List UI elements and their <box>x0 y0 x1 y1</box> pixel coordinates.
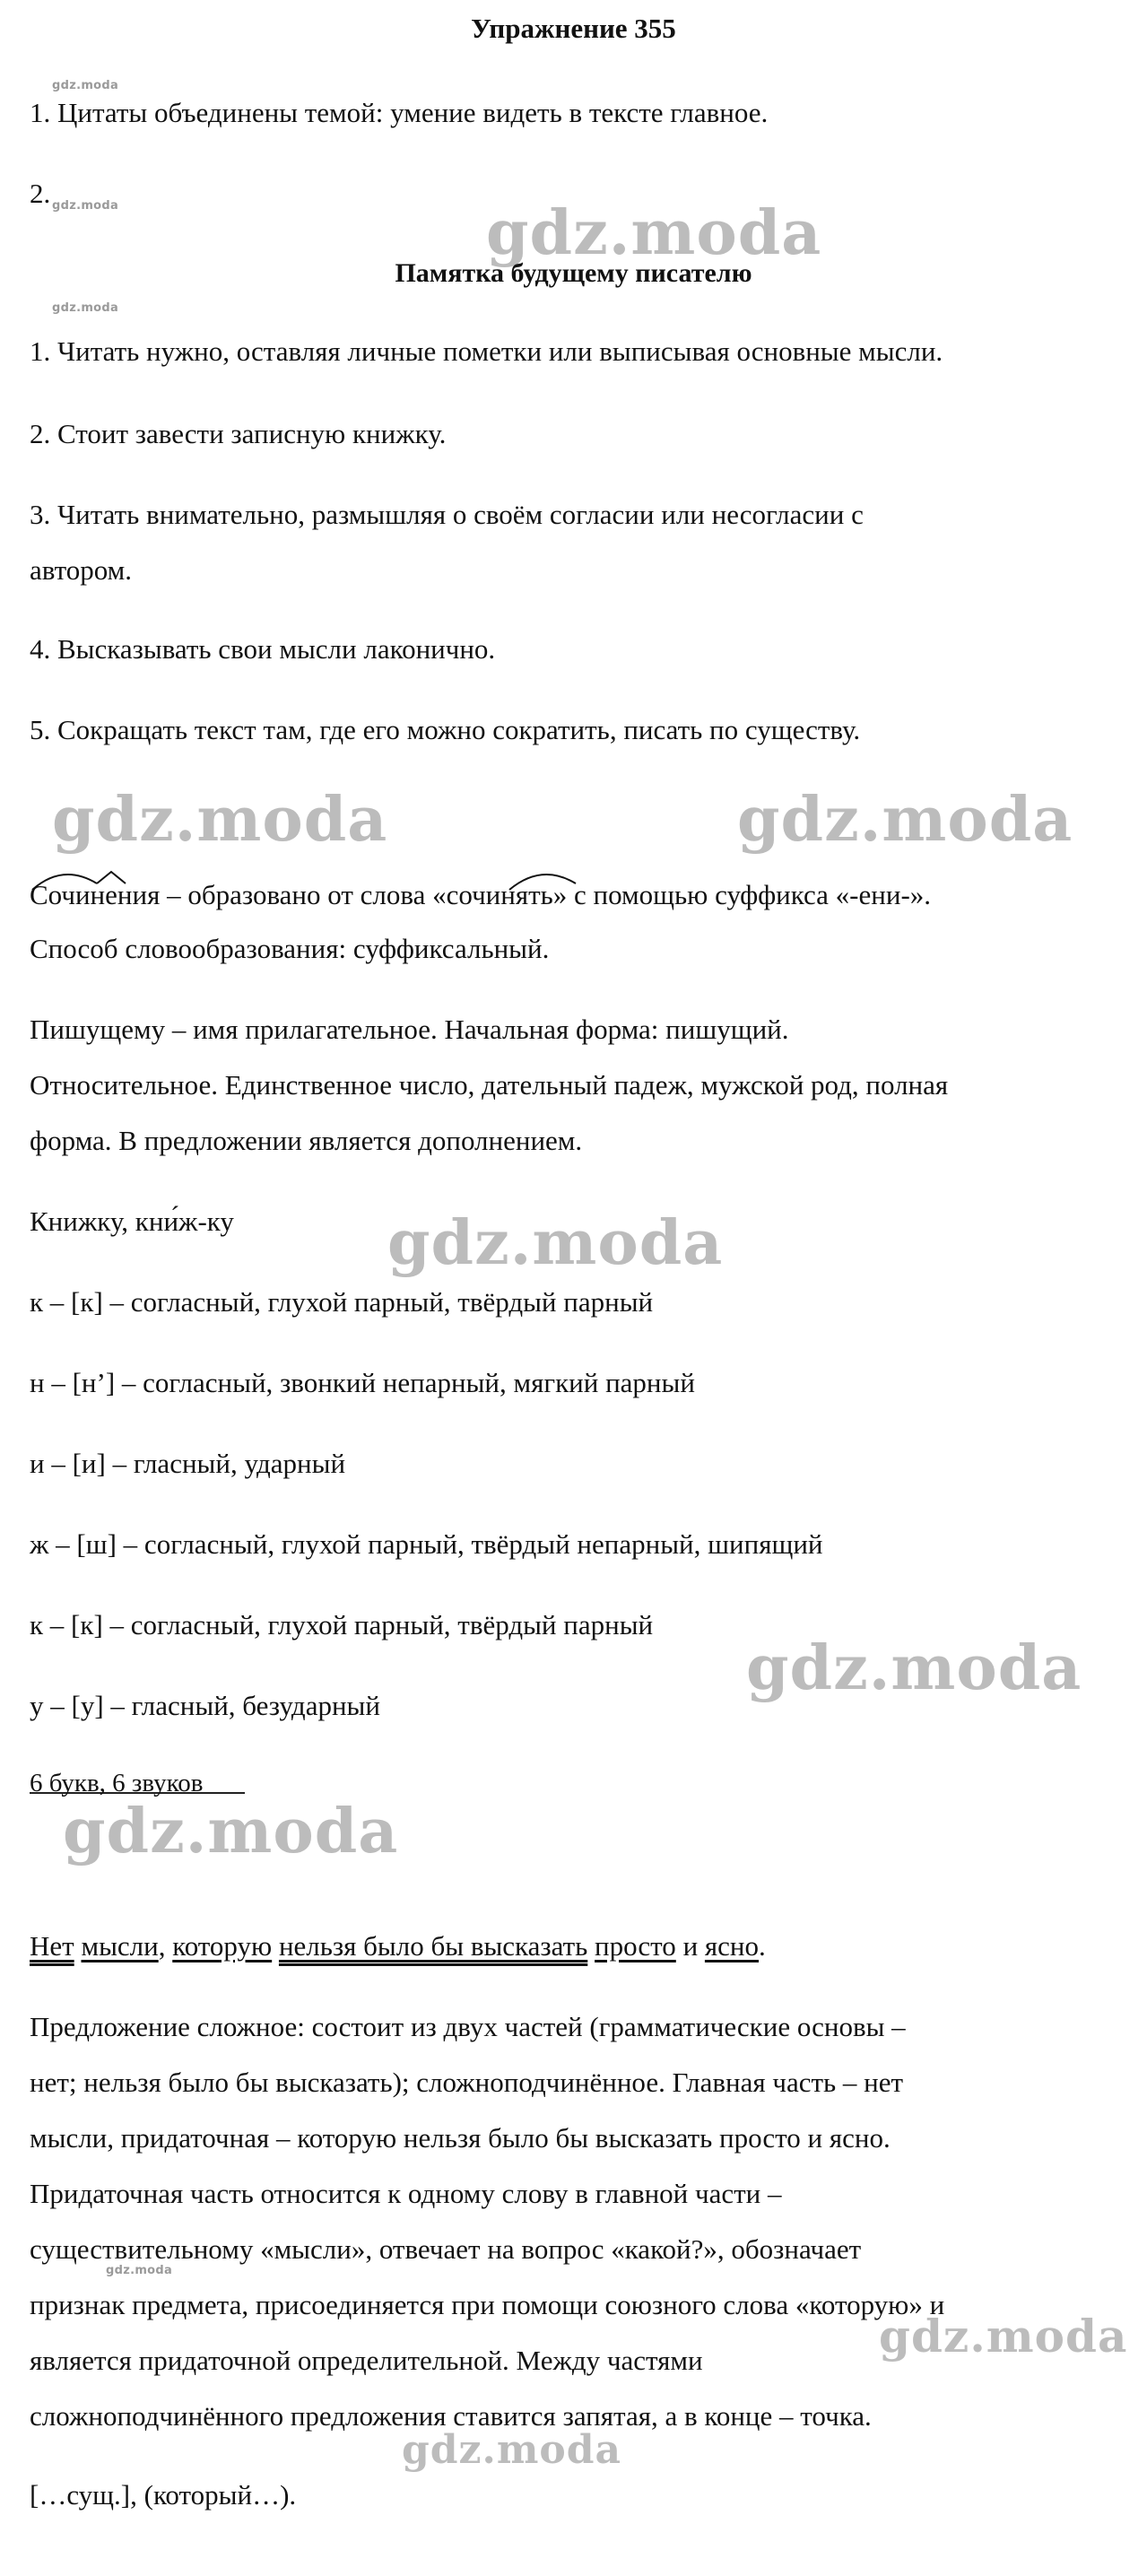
analysis-line: мысли, придаточная – которую нельзя было бы высказать просто и ясно. <box>30 2122 891 2154</box>
watermark-large: gdz.moda <box>52 784 388 856</box>
sentence-scheme: […сущ.], (который…). <box>30 2479 297 2511</box>
memo-item: автором. <box>30 554 133 586</box>
sound-line: у – [у] – гласный, безударный <box>30 1690 380 1721</box>
memo-item: 3. Читать внимательно, размышляя о своём согласии или несогласии с <box>30 499 864 530</box>
analysis-line: является придаточной определительной. Между частями <box>30 2345 703 2376</box>
exercise-title: Упражнение 355 <box>471 13 676 44</box>
watermark-large: gdz.moda <box>402 2427 622 2473</box>
watermark-small: gdz.moda <box>52 199 119 213</box>
analyzed-word: Сочинения <box>30 879 161 910</box>
task-1-text: 1. Цитаты объединены темой: умение видеть в тексте главное. <box>30 97 769 128</box>
letters-sounds-summary: 6 букв, 6 звуков <box>30 1769 204 1797</box>
analysis-line: Предложение сложное: состоит из двух частей (грамматические основы – <box>30 2011 906 2042</box>
watermark-small: gdz.moda <box>52 79 119 92</box>
task-2-number: 2. <box>30 178 51 209</box>
watermark-large: gdz.moda <box>879 2310 1128 2363</box>
word-formation-method: Способ словообразования: суффиксальный. <box>30 933 550 964</box>
sentence-part: Нет <box>30 1930 74 1962</box>
sentence-part: и <box>675 1930 705 1962</box>
analysis-line: сложноподчинённого предложения ставится запятая, а в конце – точка. <box>30 2400 872 2432</box>
sound-line: к – [к] – согласный, глухой парный, твёрдый парный <box>30 1286 654 1318</box>
morph-analysis-line: Пишущему – имя прилагательное. Начальная форма: пишущий. <box>30 1014 789 1045</box>
sound-line: ж – [ш] – согласный, глухой парный, твёрдый непарный, шипящий <box>30 1528 823 1560</box>
watermark-large: gdz.moda <box>63 1796 399 1867</box>
sentence-part: , <box>158 1930 173 1962</box>
sentence-part: которую <box>172 1930 273 1962</box>
memo-item: 2. Стоит завести записную книжку. <box>30 418 447 449</box>
sound-line: и – [и] – гласный, ударный <box>30 1448 346 1479</box>
analysis-line: нет; нельзя было бы высказать); сложноподчинённое. Главная часть – нет <box>30 2067 904 2098</box>
watermark-small: gdz.moda <box>52 301 119 315</box>
sentence-part: ясно <box>704 1930 760 1962</box>
morph-analysis-line: Относительное. Единственное число, дательный падеж, мужской род, полная <box>30 1069 949 1101</box>
analysis-line: признак предмета, присоединяется при помощи союзного слова «которую» и <box>30 2289 945 2320</box>
memo-item: 4. Высказывать свои мысли лаконично. <box>30 633 496 665</box>
phonetic-word: Книжку, кни́ж-ку <box>30 1205 234 1237</box>
memo-title: Памятка будущему писателю <box>395 258 752 288</box>
sentence-part: . <box>759 1930 766 1962</box>
sentence-part: нельзя было бы высказать <box>278 1930 588 1962</box>
morph-analysis-line: форма. В предложении является дополнением. <box>30 1125 583 1156</box>
watermark-large: gdz.moda <box>746 1632 1082 1704</box>
root-arc-mark <box>509 875 576 890</box>
sound-line: н – [н’] – согласный, звонкий непарный, мягкий парный <box>30 1367 695 1398</box>
word-formation-text: – образовано от слова «сочинять» с помощью суффикса «-ени-». <box>160 879 932 910</box>
memo-item: 1. Читать нужно, оставляя личные пометки или выписывая основные мысли. <box>30 335 943 367</box>
suffix-mark <box>97 872 126 883</box>
sound-line: к – [к] – согласный, глухой парный, твёрдый парный <box>30 1609 654 1640</box>
sentence-part: мысли <box>81 1930 159 1962</box>
analysis-line: Придаточная часть относится к одному слову в главной части – <box>30 2178 782 2209</box>
analysis-line: существительному «мысли», отвечает на вопрос «какой?», обозначает <box>30 2233 862 2265</box>
sentence-part: просто <box>595 1930 676 1962</box>
root-arc-mark <box>32 875 97 890</box>
memo-item: 5. Сокращать текст там, где его можно сократить, писать по существу. <box>30 714 861 745</box>
watermark-large: gdz.moda <box>387 1207 724 1279</box>
watermark-large: gdz.moda <box>486 197 822 269</box>
watermark-large: gdz.moda <box>737 784 1073 856</box>
watermark-small: gdz.moda <box>106 2264 173 2277</box>
